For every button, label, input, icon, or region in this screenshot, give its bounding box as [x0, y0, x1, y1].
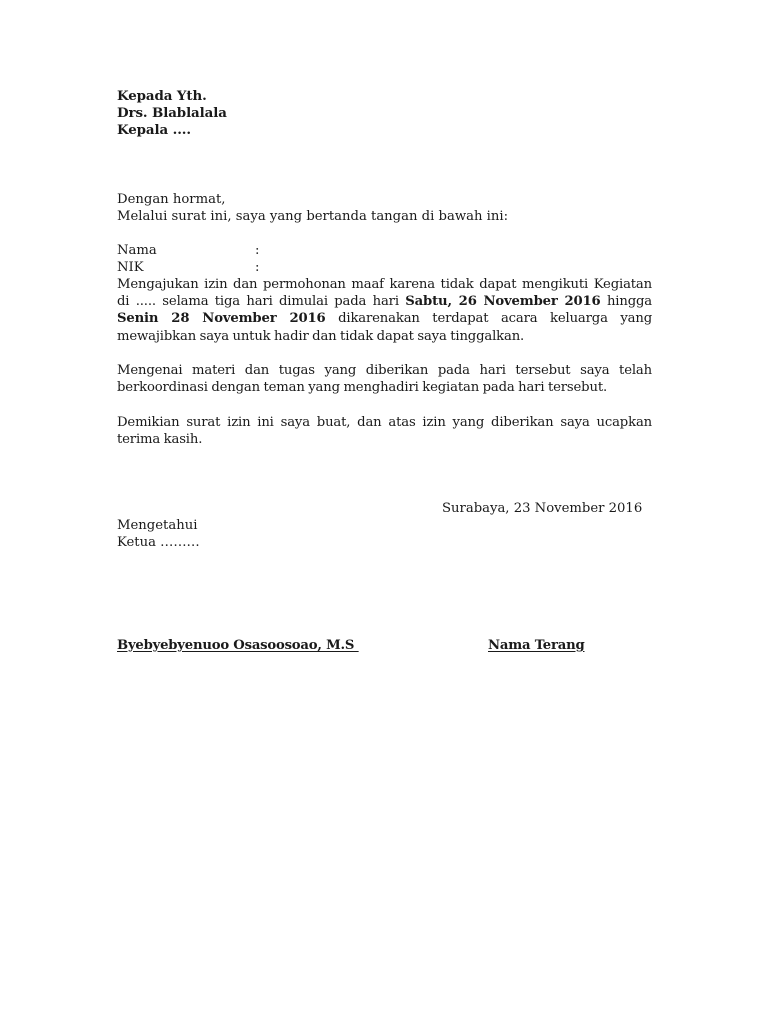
text-segment: di ..... selama tiga hari dimulai pada hari [117, 294, 406, 310]
field-label: NIK [117, 260, 144, 275]
greeting: Dengan hormat, [117, 192, 226, 207]
paragraph-line: Mengajukan izin dan permohonan maaf karena tidak dapat mengikuti Kegiatan [117, 277, 652, 292]
paragraph-coordination [117, 362, 652, 396]
start-date: Sabtu, 26 November 2016 [405, 294, 601, 310]
paragraph-line: terima kasih. [117, 432, 203, 448]
letter-page [117, 0, 652, 1024]
recipient-salutation: Kepada Yth. [117, 88, 207, 104]
paragraph-line: Mengenai materi dan tugas yang diberikan pada hari tersebut saya telah [117, 363, 652, 378]
paragraph-closing [117, 414, 652, 448]
recipient-name: Drs. Blablalala [117, 105, 227, 121]
place-date: Surabaya, 23 November 2016 [442, 501, 643, 516]
paragraph-request [117, 276, 652, 345]
intro-text: Melalui surat ini, saya yang bertanda tangan di bawah ini: [117, 209, 509, 224]
acknowledged-title: Ketua ……… [117, 535, 200, 550]
field-nama [117, 242, 259, 259]
field-separator: : [255, 260, 260, 275]
paragraph-line: mewajibkan saya untuk hadir dan tidak dapat saya tinggalkan. [117, 328, 525, 344]
text-segment: dikarenakan terdapat acara keluarga yang [325, 311, 652, 327]
field-nik [117, 259, 259, 276]
signature-right-name: Nama Terang [488, 638, 585, 653]
end-date: Senin 28 November 2016 [117, 311, 326, 327]
field-label: Nama [117, 243, 157, 258]
signature-left-name: Byebyebyenuoo Osasoosoao, M.S [117, 638, 359, 653]
paragraph-line [117, 293, 652, 310]
paragraph-line: berkoordinasi dengan teman yang menghadiri kegiatan pada hari tersebut. [117, 380, 608, 396]
text-segment: hingga [600, 294, 652, 310]
field-separator: : [255, 243, 260, 258]
paragraph-line: Demikian surat izin ini saya buat, dan atas izin yang diberikan saya ucapkan [117, 415, 652, 430]
paragraph-line [117, 310, 652, 327]
acknowledged-label: Mengetahui [117, 518, 198, 533]
recipient-title: Kepala .... [117, 122, 191, 138]
